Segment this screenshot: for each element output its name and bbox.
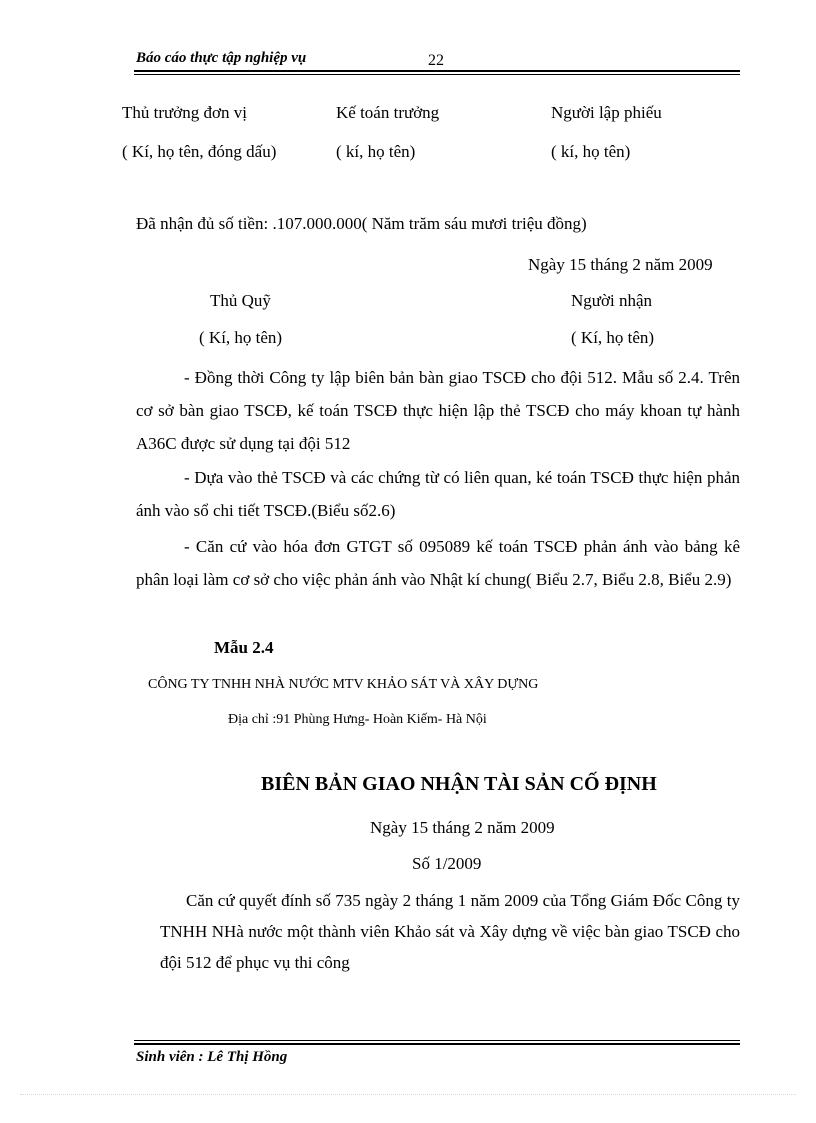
signature-role-chief-accountant: Kế toán trưởng bbox=[336, 103, 440, 122]
header-rule-thin bbox=[134, 74, 740, 75]
signature-role-preparer: Người lập phiếu bbox=[551, 103, 662, 122]
page-bottom-dotted-line bbox=[20, 1094, 796, 1095]
header-rule-thick bbox=[134, 70, 740, 72]
document-body: Căn cứ quyết đính số 735 ngày 2 tháng 1 năm 2009 của Tổng Giám Đốc Công ty TNHH NHà nước một thành viên Khảo sát và Xây dựng về việc bàn giao TSCĐ cho đội 512 để phục vụ thi công bbox=[160, 891, 740, 972]
signature-note-receiver: ( Kí, họ tên) bbox=[571, 328, 655, 347]
signature-role-receiver: Người nhận bbox=[571, 291, 652, 310]
company-name: CÔNG TY TNHH NHÀ NƯỚC MTV KHẢO SÁT VÀ XÂY DỰNG bbox=[148, 677, 539, 692]
date-line: Ngày 15 tháng 2 năm 2009 bbox=[528, 255, 713, 274]
signature-role-head: Thủ trưởng đơn vị bbox=[122, 103, 247, 122]
signature-role-cashier: Thủ Quỹ bbox=[210, 291, 271, 310]
form-label: Mẫu 2.4 bbox=[214, 638, 274, 657]
company-address: Địa chỉ :91 Phùng Hưng- Hoàn Kiếm- Hà Nội bbox=[228, 712, 487, 727]
signature-note-head: ( Kí, họ tên, đóng dấu) bbox=[122, 142, 277, 161]
paragraph-handover: - Đồng thời Công ty lập biên bản bàn giao TSCĐ cho đội 512. Mẫu số 2.4. Trên cơ sở bàn giao TSCĐ, kế toán TSCĐ thực hiện lập thẻ TSCĐ cho máy khoan tự hành A36C được sử dụng tại đội 512 bbox=[136, 368, 740, 453]
document-title: BIÊN BẢN GIAO NHẬN TÀI SẢN CỐ ĐỊNH bbox=[261, 773, 657, 795]
student-name: Sinh viên : Lê Thị Hồng bbox=[136, 1049, 288, 1065]
signature-note-preparer: ( kí, họ tên) bbox=[551, 142, 631, 161]
footer-rule-thick bbox=[134, 1043, 740, 1045]
footer-rule-thin bbox=[134, 1040, 740, 1041]
signature-note-chief-accountant: ( kí, họ tên) bbox=[336, 142, 416, 161]
paragraph-detail-ledger: - Dựa vào thẻ TSCĐ và các chứng từ có liên quan, ké toán TSCĐ thực hiện phản ánh vào sổ chi tiết TSCĐ.(Biểu số2.6) bbox=[136, 468, 740, 520]
paragraph-vat-invoice: - Căn cứ vào hóa đơn GTGT số 095089 kế toán TSCĐ phản ánh vào bảng kê phân loại làm cơ sở cho việc phản ánh vào Nhật kí chung( Biểu 2.7, Biểu 2.8, Biểu 2.9) bbox=[136, 537, 740, 589]
document-number: Số 1/2009 bbox=[412, 854, 482, 873]
page-number: 22 bbox=[428, 52, 444, 69]
received-amount-line: Đã nhận đủ số tiền: .107.000.000( Năm trăm sáu mươi triệu đồng) bbox=[136, 214, 587, 233]
document-date: Ngày 15 tháng 2 năm 2009 bbox=[370, 818, 555, 837]
report-title: Báo cáo thực tập nghiệp vụ bbox=[136, 50, 307, 66]
signature-note-cashier: ( Kí, họ tên) bbox=[199, 328, 283, 347]
